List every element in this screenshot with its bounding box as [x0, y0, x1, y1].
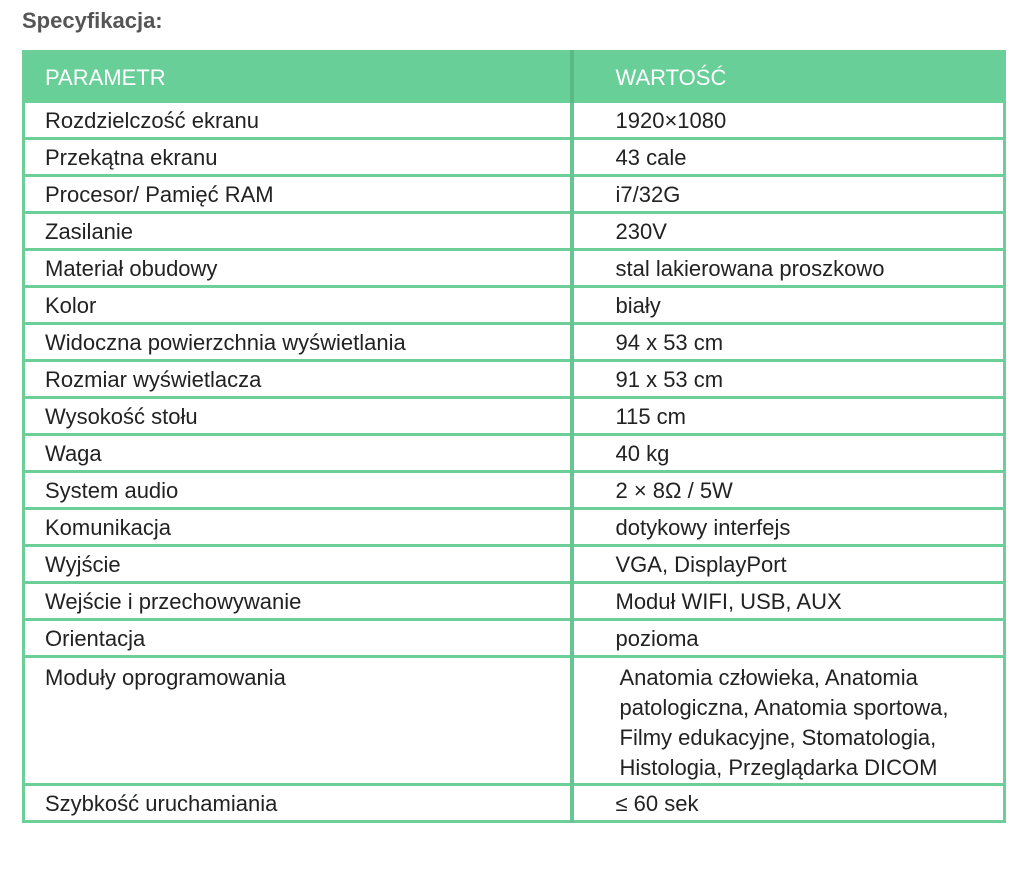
param-cell: Moduły oprogramowania [24, 657, 572, 785]
table-row [24, 472, 1005, 509]
table-row [24, 546, 1005, 583]
param-cell: System audio [24, 472, 572, 509]
value-cell: 94 x 53 cm [572, 324, 1005, 361]
param-cell: Szybkość uruchamiania [24, 785, 572, 822]
value-cell: 1920×1080 [572, 102, 1005, 139]
param-cell: Wyjście [24, 546, 572, 583]
value-cell: i7/32G [572, 176, 1005, 213]
table-row [24, 435, 1005, 472]
value-line: Filmy edukacyjne, Stomatologia, [619, 725, 937, 750]
param-cell: Procesor/ Pamięć RAM [24, 176, 572, 213]
param-cell: Rozmiar wyświetlacza [24, 361, 572, 398]
value-cell: 2 × 8Ω / 5W [572, 472, 1005, 509]
value-line: patologiczna, Anatomia sportowa, [619, 695, 949, 720]
table-row [24, 398, 1005, 435]
param-cell: Wysokość stołu [24, 398, 572, 435]
value-cell: pozioma [572, 620, 1005, 657]
table-header-row [24, 52, 1005, 102]
value-cell [572, 657, 1005, 785]
table-row [24, 509, 1005, 546]
value-cell: 43 cale [572, 139, 1005, 176]
value-cell: Moduł WIFI, USB, AUX [572, 583, 1005, 620]
table-row [24, 620, 1005, 657]
table-row [24, 102, 1005, 139]
value-line: Anatomia człowieka, Anatomia [619, 665, 918, 690]
table-row [24, 213, 1005, 250]
param-cell: Komunikacja [24, 509, 572, 546]
param-cell: Widoczna powierzchnia wyświetlania [24, 324, 572, 361]
spec-table [22, 50, 1006, 823]
table-row [24, 324, 1005, 361]
table-row [24, 583, 1005, 620]
value-cell: 91 x 53 cm [572, 361, 1005, 398]
param-cell: Przekątna ekranu [24, 139, 572, 176]
table-row [24, 176, 1005, 213]
value-cell: 40 kg [572, 435, 1005, 472]
page-title: Specyfikacja: [22, 8, 163, 33]
value-cell: biały [572, 287, 1005, 324]
value-cell: stal lakierowana proszkowo [572, 250, 1005, 287]
table-row [24, 287, 1005, 324]
param-cell: Rozdzielczość ekranu [24, 102, 572, 139]
value-cell: 115 cm [572, 398, 1005, 435]
param-cell: Orientacja [24, 620, 572, 657]
table-row [24, 657, 1005, 785]
value-cell: 230V [572, 213, 1005, 250]
table-row [24, 250, 1005, 287]
value-cell: ≤ 60 sek [572, 785, 1005, 822]
table-row [24, 139, 1005, 176]
param-cell: Wejście i przechowywanie [24, 583, 572, 620]
value-cell: VGA, DisplayPort [572, 546, 1005, 583]
table-row [24, 361, 1005, 398]
param-cell: Waga [24, 435, 572, 472]
value-cell: dotykowy interfejs [572, 509, 1005, 546]
value-line: Histologia, Przeglądarka DICOM [619, 755, 938, 780]
table-row [24, 785, 1005, 822]
column-header-parameter: PARAMETR [24, 52, 572, 102]
param-cell: Materiał obudowy [24, 250, 572, 287]
column-header-value: WARTOŚĆ [572, 52, 1005, 102]
param-cell: Kolor [24, 287, 572, 324]
param-cell: Zasilanie [24, 213, 572, 250]
